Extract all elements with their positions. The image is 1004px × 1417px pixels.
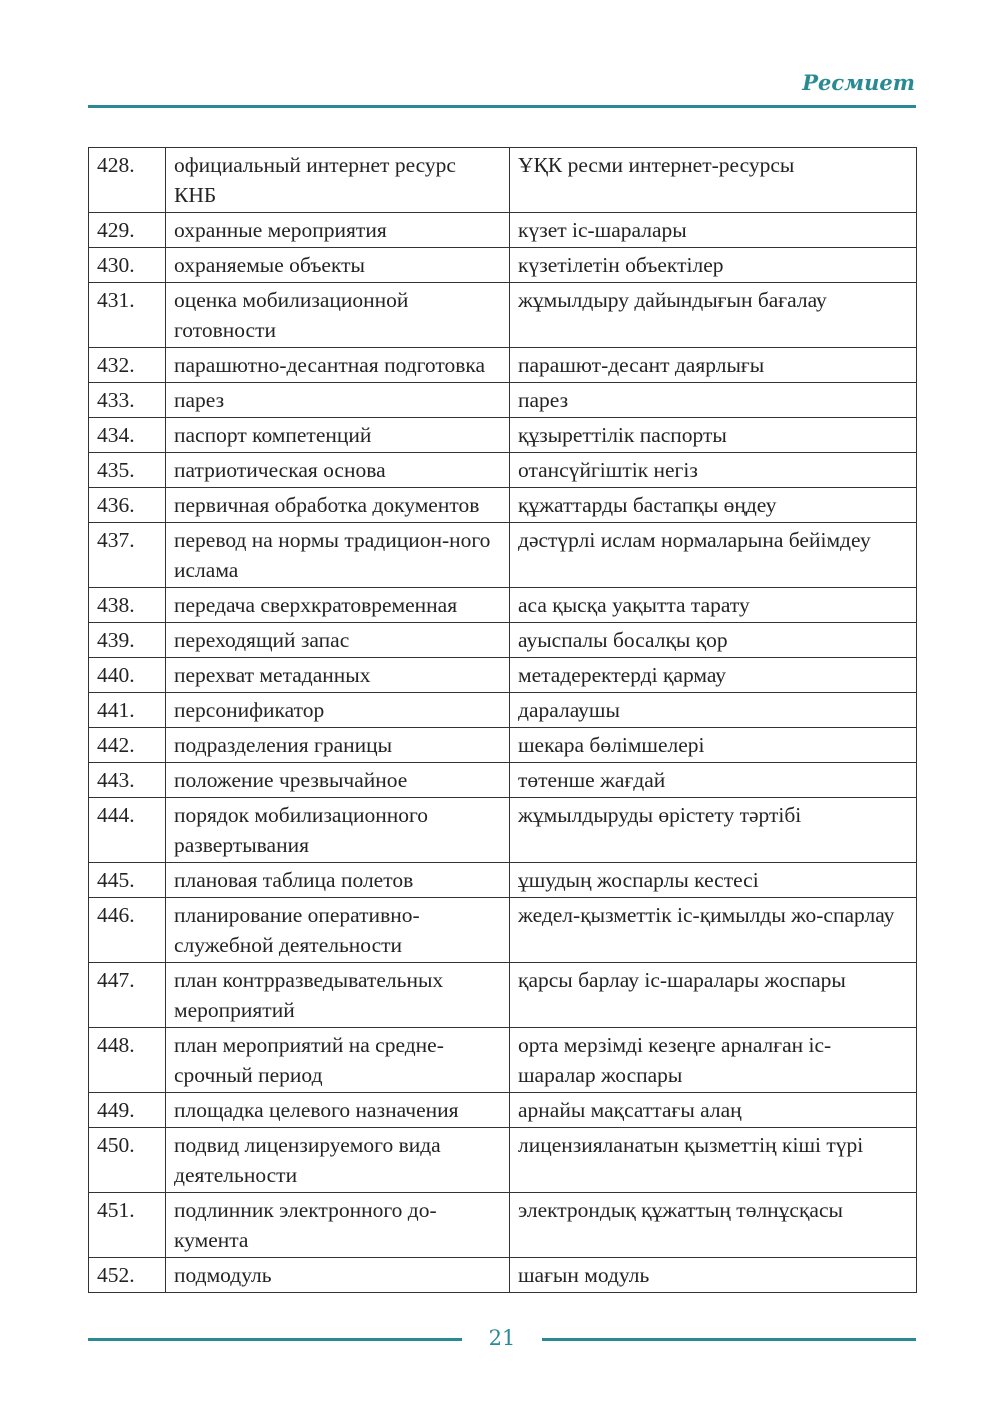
- table-row: [89, 523, 917, 588]
- row-number: 446.: [89, 898, 166, 963]
- term-kazakh: парез: [510, 383, 917, 418]
- row-number: 443.: [89, 763, 166, 798]
- row-number: 440.: [89, 658, 166, 693]
- row-number: 431.: [89, 283, 166, 348]
- term-kazakh: жұмылдыру дайындығын бағалау: [510, 283, 917, 348]
- table-row: [89, 1028, 917, 1093]
- term-russian: парашютно-десантная подготовка: [166, 348, 510, 383]
- row-number: 436.: [89, 488, 166, 523]
- term-russian: плановая таблица полетов: [166, 863, 510, 898]
- header-rule: [88, 105, 916, 108]
- row-number: 434.: [89, 418, 166, 453]
- term-kazakh: жұмылдыруды өрістету тәртібі: [510, 798, 917, 863]
- table-row: [89, 1128, 917, 1193]
- row-number: 428.: [89, 148, 166, 213]
- table-row: [89, 283, 917, 348]
- term-russian: передача сверхкратовременная: [166, 588, 510, 623]
- term-russian: официальный интернет ресурс КНБ: [166, 148, 510, 213]
- term-kazakh: күзетілетін объектілер: [510, 248, 917, 283]
- term-kazakh: ҰҚК ресми интернет-ресурсы: [510, 148, 917, 213]
- table-row: [89, 248, 917, 283]
- footer-rule-left: [88, 1338, 462, 1341]
- table-row: [89, 453, 917, 488]
- table-row: [89, 1258, 917, 1293]
- glossary-table: [88, 147, 917, 1293]
- row-number: 450.: [89, 1128, 166, 1193]
- table-row: [89, 898, 917, 963]
- term-russian: план контрразведывательных мероприятий: [166, 963, 510, 1028]
- term-russian: порядок мобилизационного развертывания: [166, 798, 510, 863]
- term-russian: оценка мобилизационной готовности: [166, 283, 510, 348]
- term-russian: подразделения границы: [166, 728, 510, 763]
- row-number: 430.: [89, 248, 166, 283]
- row-number: 445.: [89, 863, 166, 898]
- table-row: [89, 383, 917, 418]
- table-row: [89, 658, 917, 693]
- term-russian: охранные мероприятия: [166, 213, 510, 248]
- row-number: 447.: [89, 963, 166, 1028]
- term-kazakh: метадеректерді қармау: [510, 658, 917, 693]
- table-row: [89, 418, 917, 453]
- row-number: 435.: [89, 453, 166, 488]
- term-kazakh: құзыреттілік паспорты: [510, 418, 917, 453]
- term-russian: планирование оперативно-служебной деятельности: [166, 898, 510, 963]
- term-kazakh: арнайы мақсаттағы алаң: [510, 1093, 917, 1128]
- row-number: 442.: [89, 728, 166, 763]
- table-row: [89, 693, 917, 728]
- row-number: 444.: [89, 798, 166, 863]
- term-russian: план мероприятий на средне-срочный период: [166, 1028, 510, 1093]
- row-number: 448.: [89, 1028, 166, 1093]
- table-row: [89, 488, 917, 523]
- term-kazakh: ауыспалы босалқы қор: [510, 623, 917, 658]
- row-number: 432.: [89, 348, 166, 383]
- term-kazakh: шағын модуль: [510, 1258, 917, 1293]
- table-row: [89, 623, 917, 658]
- term-kazakh: аса қысқа уақытта тарату: [510, 588, 917, 623]
- term-kazakh: отансүйгіштік негіз: [510, 453, 917, 488]
- row-number: 438.: [89, 588, 166, 623]
- table-row: [89, 1093, 917, 1128]
- term-russian: перевод на нормы традицион-ного ислама: [166, 523, 510, 588]
- table-row: [89, 798, 917, 863]
- page-number: 21: [488, 1326, 516, 1350]
- row-number: 449.: [89, 1093, 166, 1128]
- row-number: 441.: [89, 693, 166, 728]
- table-row: [89, 863, 917, 898]
- term-russian: перехват метаданных: [166, 658, 510, 693]
- table-row: [89, 728, 917, 763]
- row-number: 433.: [89, 383, 166, 418]
- table-row: [89, 1193, 917, 1258]
- term-russian: персонификатор: [166, 693, 510, 728]
- term-kazakh: ұшудың жоспарлы кестесі: [510, 863, 917, 898]
- term-russian: парез: [166, 383, 510, 418]
- table-row: [89, 763, 917, 798]
- term-kazakh: құжаттарды бастапқы өңдеу: [510, 488, 917, 523]
- term-russian: подлинник электронного до-кумента: [166, 1193, 510, 1258]
- term-kazakh: даралаушы: [510, 693, 917, 728]
- term-russian: положение чрезвычайное: [166, 763, 510, 798]
- term-kazakh: қарсы барлау іс-шаралары жоспары: [510, 963, 917, 1028]
- section-title: Ресмиет: [802, 70, 915, 95]
- term-kazakh: электрондық құжаттың төлнұсқасы: [510, 1193, 917, 1258]
- term-russian: охраняемые объекты: [166, 248, 510, 283]
- term-russian: подмодуль: [166, 1258, 510, 1293]
- term-kazakh: төтенше жағдай: [510, 763, 917, 798]
- term-russian: подвид лицензируемого вида деятельности: [166, 1128, 510, 1193]
- term-russian: первичная обработка документов: [166, 488, 510, 523]
- footer-rule-right: [542, 1338, 916, 1341]
- term-kazakh: шекара бөлімшелері: [510, 728, 917, 763]
- row-number: 437.: [89, 523, 166, 588]
- row-number: 439.: [89, 623, 166, 658]
- table-row: [89, 588, 917, 623]
- term-russian: патриотическая основа: [166, 453, 510, 488]
- term-kazakh: лицензияланатын қызметтің кіші түрі: [510, 1128, 917, 1193]
- term-kazakh: дәстүрлі ислам нормаларына бейімдеу: [510, 523, 917, 588]
- term-russian: площадка целевого назначения: [166, 1093, 510, 1128]
- row-number: 452.: [89, 1258, 166, 1293]
- term-kazakh: жедел-қызметтік іс-қимылды жо-спарлау: [510, 898, 917, 963]
- term-kazakh: орта мерзімді кезеңге арналған іс-шаралар жоспары: [510, 1028, 917, 1093]
- term-kazakh: парашют-десант даярлығы: [510, 348, 917, 383]
- table-row: [89, 213, 917, 248]
- table-row: [89, 963, 917, 1028]
- row-number: 429.: [89, 213, 166, 248]
- glossary-body: [89, 148, 917, 1293]
- table-row: [89, 348, 917, 383]
- table-row: [89, 148, 917, 213]
- term-russian: переходящий запас: [166, 623, 510, 658]
- term-kazakh: күзет іс-шаралары: [510, 213, 917, 248]
- term-russian: паспорт компетенций: [166, 418, 510, 453]
- row-number: 451.: [89, 1193, 166, 1258]
